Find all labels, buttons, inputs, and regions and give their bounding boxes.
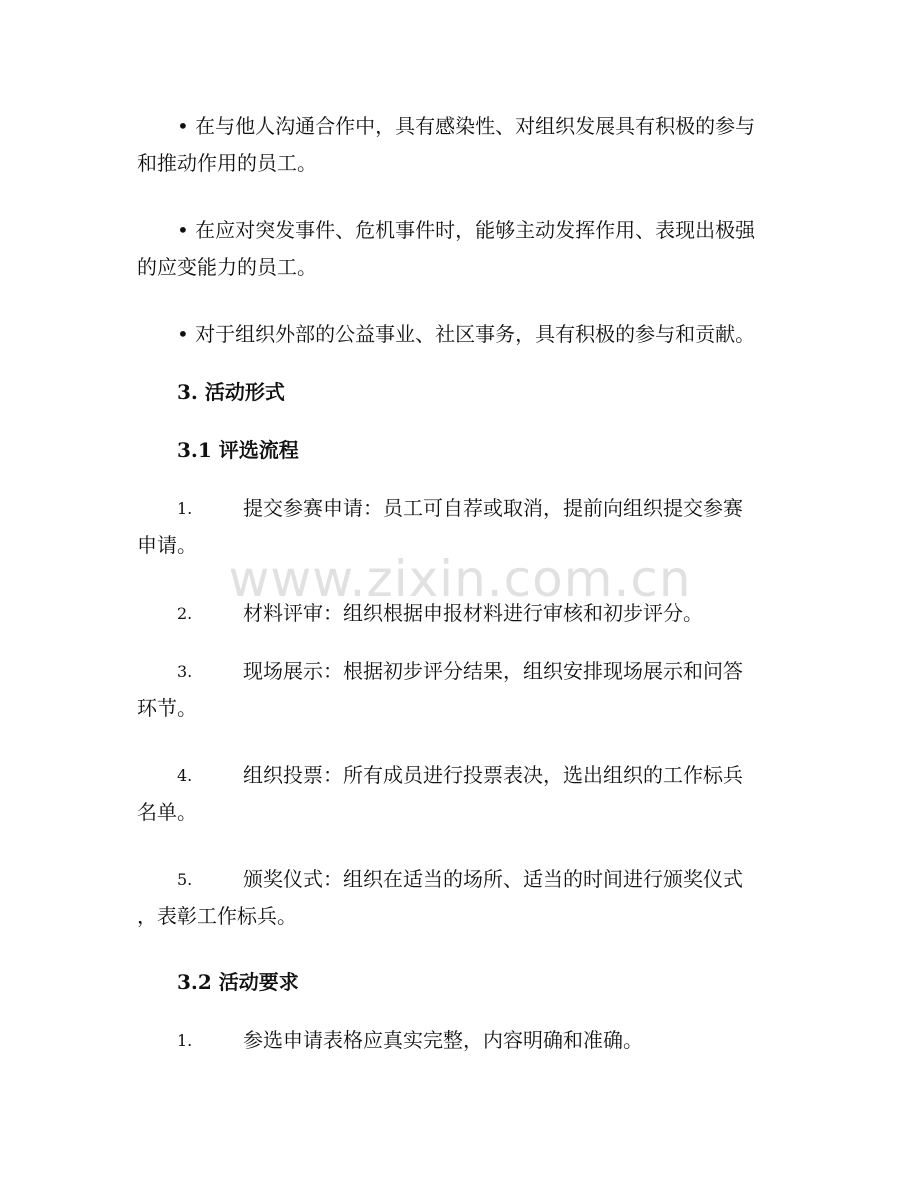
bullet-paragraph — [137, 212, 787, 286]
bullet-line: 和推动作用的员工。 — [137, 151, 317, 175]
item-text: 参选申请表格应真实完整，内容明确和准确。 — [243, 1028, 643, 1052]
item-number: 5. — [177, 870, 193, 889]
bullet-line: 的应变能力的员工。 — [137, 255, 317, 279]
numbered-item — [137, 595, 787, 632]
bullet-line: • 对于组织外部的公益事业、社区事务，具有积极的参与和贡献。 — [177, 322, 756, 346]
item-continuation: 名单。 — [137, 800, 197, 824]
subsection-heading: 3.2 活动要求 — [177, 970, 299, 994]
item-number: 1. — [177, 1031, 193, 1050]
item-number: 2. — [177, 604, 193, 623]
item-text: 材料评审：组织根据申报材料进行审核和初步评分。 — [243, 601, 703, 625]
numbered-item — [137, 1022, 787, 1059]
item-number: 3. — [177, 662, 193, 681]
bullet-line: • 在与他人沟通合作中，具有感染性、对组织发展具有积极的参与 — [177, 114, 756, 138]
bullet-paragraph — [137, 316, 787, 353]
item-continuation: ，表彰工作标兵。 — [137, 904, 297, 928]
subsection-heading: 3.1 评选流程 — [177, 438, 299, 462]
watermark: www.zixin.com.cn — [228, 550, 692, 608]
numbered-item — [137, 653, 787, 727]
numbered-item — [137, 757, 787, 831]
item-number: 4. — [177, 766, 193, 785]
item-continuation: 环节。 — [137, 696, 197, 720]
item-number: 1. — [177, 499, 193, 518]
item-text: 提交参赛申请：员工可自荐或取消，提前向组织提交参赛 — [243, 496, 743, 520]
item-text: 颁奖仪式：组织在适当的场所、适当的时间进行颁奖仪式 — [243, 867, 743, 891]
numbered-item — [137, 490, 787, 564]
item-text: 组织投票：所有成员进行投票表决，选出组织的工作标兵 — [243, 763, 743, 787]
bullet-line: • 在应对突发事件、危机事件时，能够主动发挥作用、表现出极强 — [177, 218, 756, 242]
numbered-item — [137, 861, 787, 935]
section-heading: 3. 活动形式 — [177, 380, 285, 404]
item-continuation: 申请。 — [137, 533, 197, 557]
bullet-paragraph — [137, 108, 787, 182]
item-text: 现场展示：根据初步评分结果，组织安排现场展示和问答 — [243, 659, 743, 683]
